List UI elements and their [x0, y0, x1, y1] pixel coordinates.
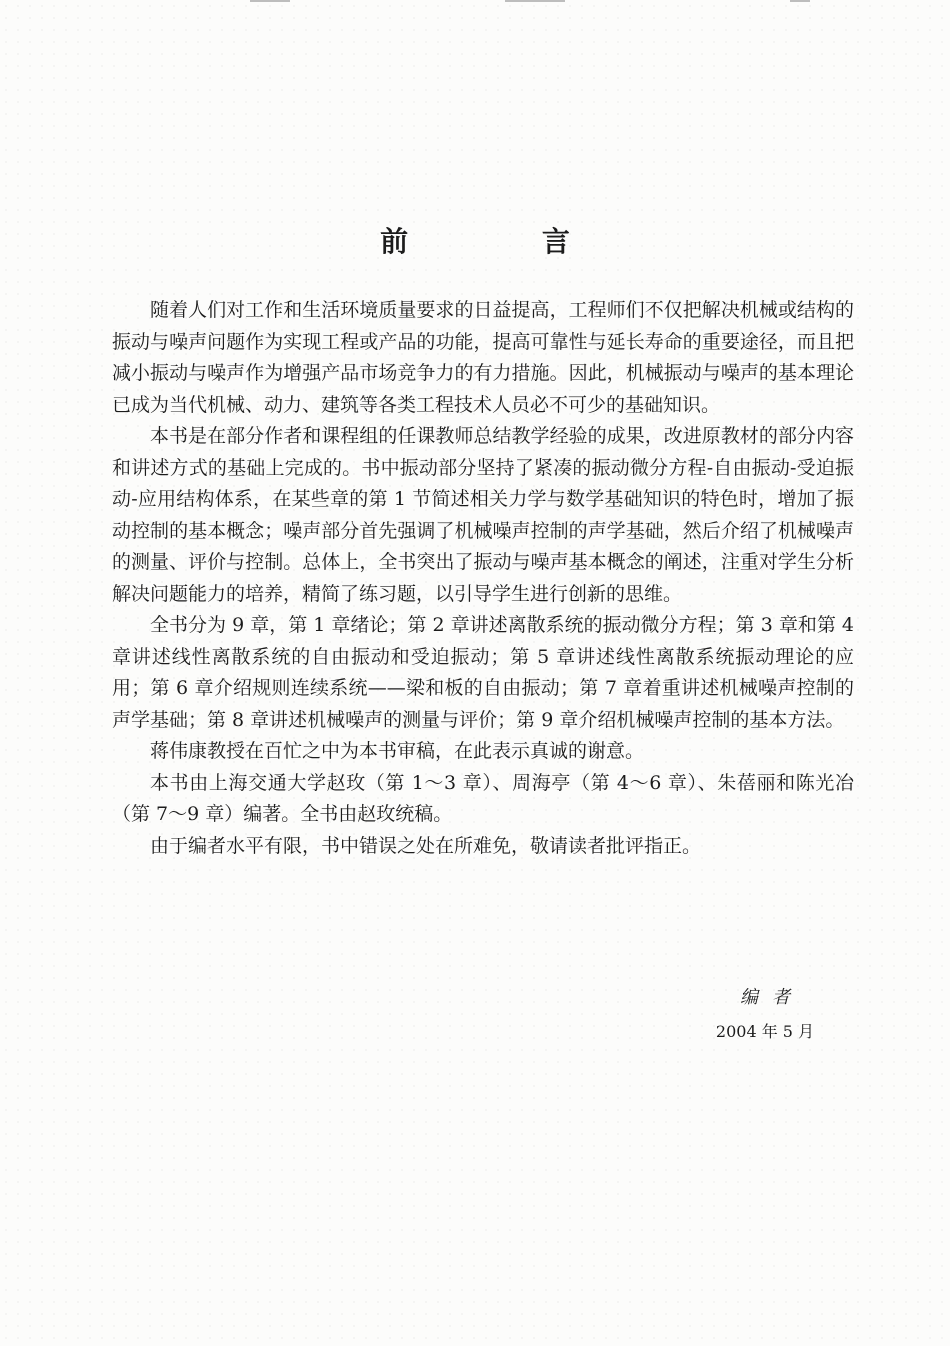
- scan-mark: [250, 0, 290, 2]
- paragraph: 全书分为 9 章，第 1 章绪论；第 2 章讲述离散系统的振动微分方程；第 3 章和第 4 章讲述线性离散系统的自由振动和受迫振动；第 5 章讲述线性离散系统振动理论的应用；第 6 章介绍规则连续系统——梁和板的自由振动；第 7 章着重讲述机械噪声控制的声学基础；第 8 章讲述机械噪声的测量与评价；第 9 章介绍机械噪声控制的基本方法。: [112, 614, 854, 731]
- paragraph: 蒋伟康教授在百忙之中为本书审稿，在此表示真诚的谢意。: [150, 740, 645, 762]
- paragraph: 由于编者水平有限，书中错误之处在所难免，敬请读者批评指正。: [150, 834, 702, 857]
- signature-author: 编者: [740, 987, 804, 1008]
- page-title: 前 言: [380, 225, 632, 258]
- paragraph: 本书是在部分作者和课程组的任课教师总结教学经验的成果，改进原教材的部分内容和讲述方式的基础上完成的。书中振动部分坚持了紧凑的振动微分方程-自由振动-受迫振动-应用结构体系，在某些章的第 1 节简述相关力学与数学基础知识的特色时，增加了振动控制的基本概念；噪声部分首先强调了机械噪声控制的声学基础，然后介绍了机械噪声的测量、评价与控制。总体上，全书突出了振动与噪声基本概念的阐述，注重对学生分析解决问题能力的培养，精简了练习题，以引导学生进行创新的思维。: [112, 425, 854, 605]
- paragraph: 随着人们对工作和生活环境质量要求的日益提高，工程师们不仅把解决机械或结构的振动与噪声问题作为实现工程或产品的功能，提高可靠性与延长寿命的重要途径，而且把减小振动与噪声作为增强产品市场竞争力的有力措施。因此，机械振动与噪声的基本理论已成为当代机械、动力、建筑等各类工程技术人员必不可少的基础知识。: [112, 299, 854, 416]
- preface-body: [112, 295, 854, 862]
- paragraph: 本书由上海交通大学赵玫（第 1～3 章）、周海亭（第 4～6 章）、朱蓓丽和陈光冶（第 7～9 章）编著。全书由赵玫统稿。: [112, 771, 854, 825]
- signature-block: [690, 984, 840, 1046]
- scan-mark: [790, 0, 810, 2]
- scan-mark: [505, 0, 565, 2]
- signature-date: 2004 年 5 月: [715, 1022, 815, 1041]
